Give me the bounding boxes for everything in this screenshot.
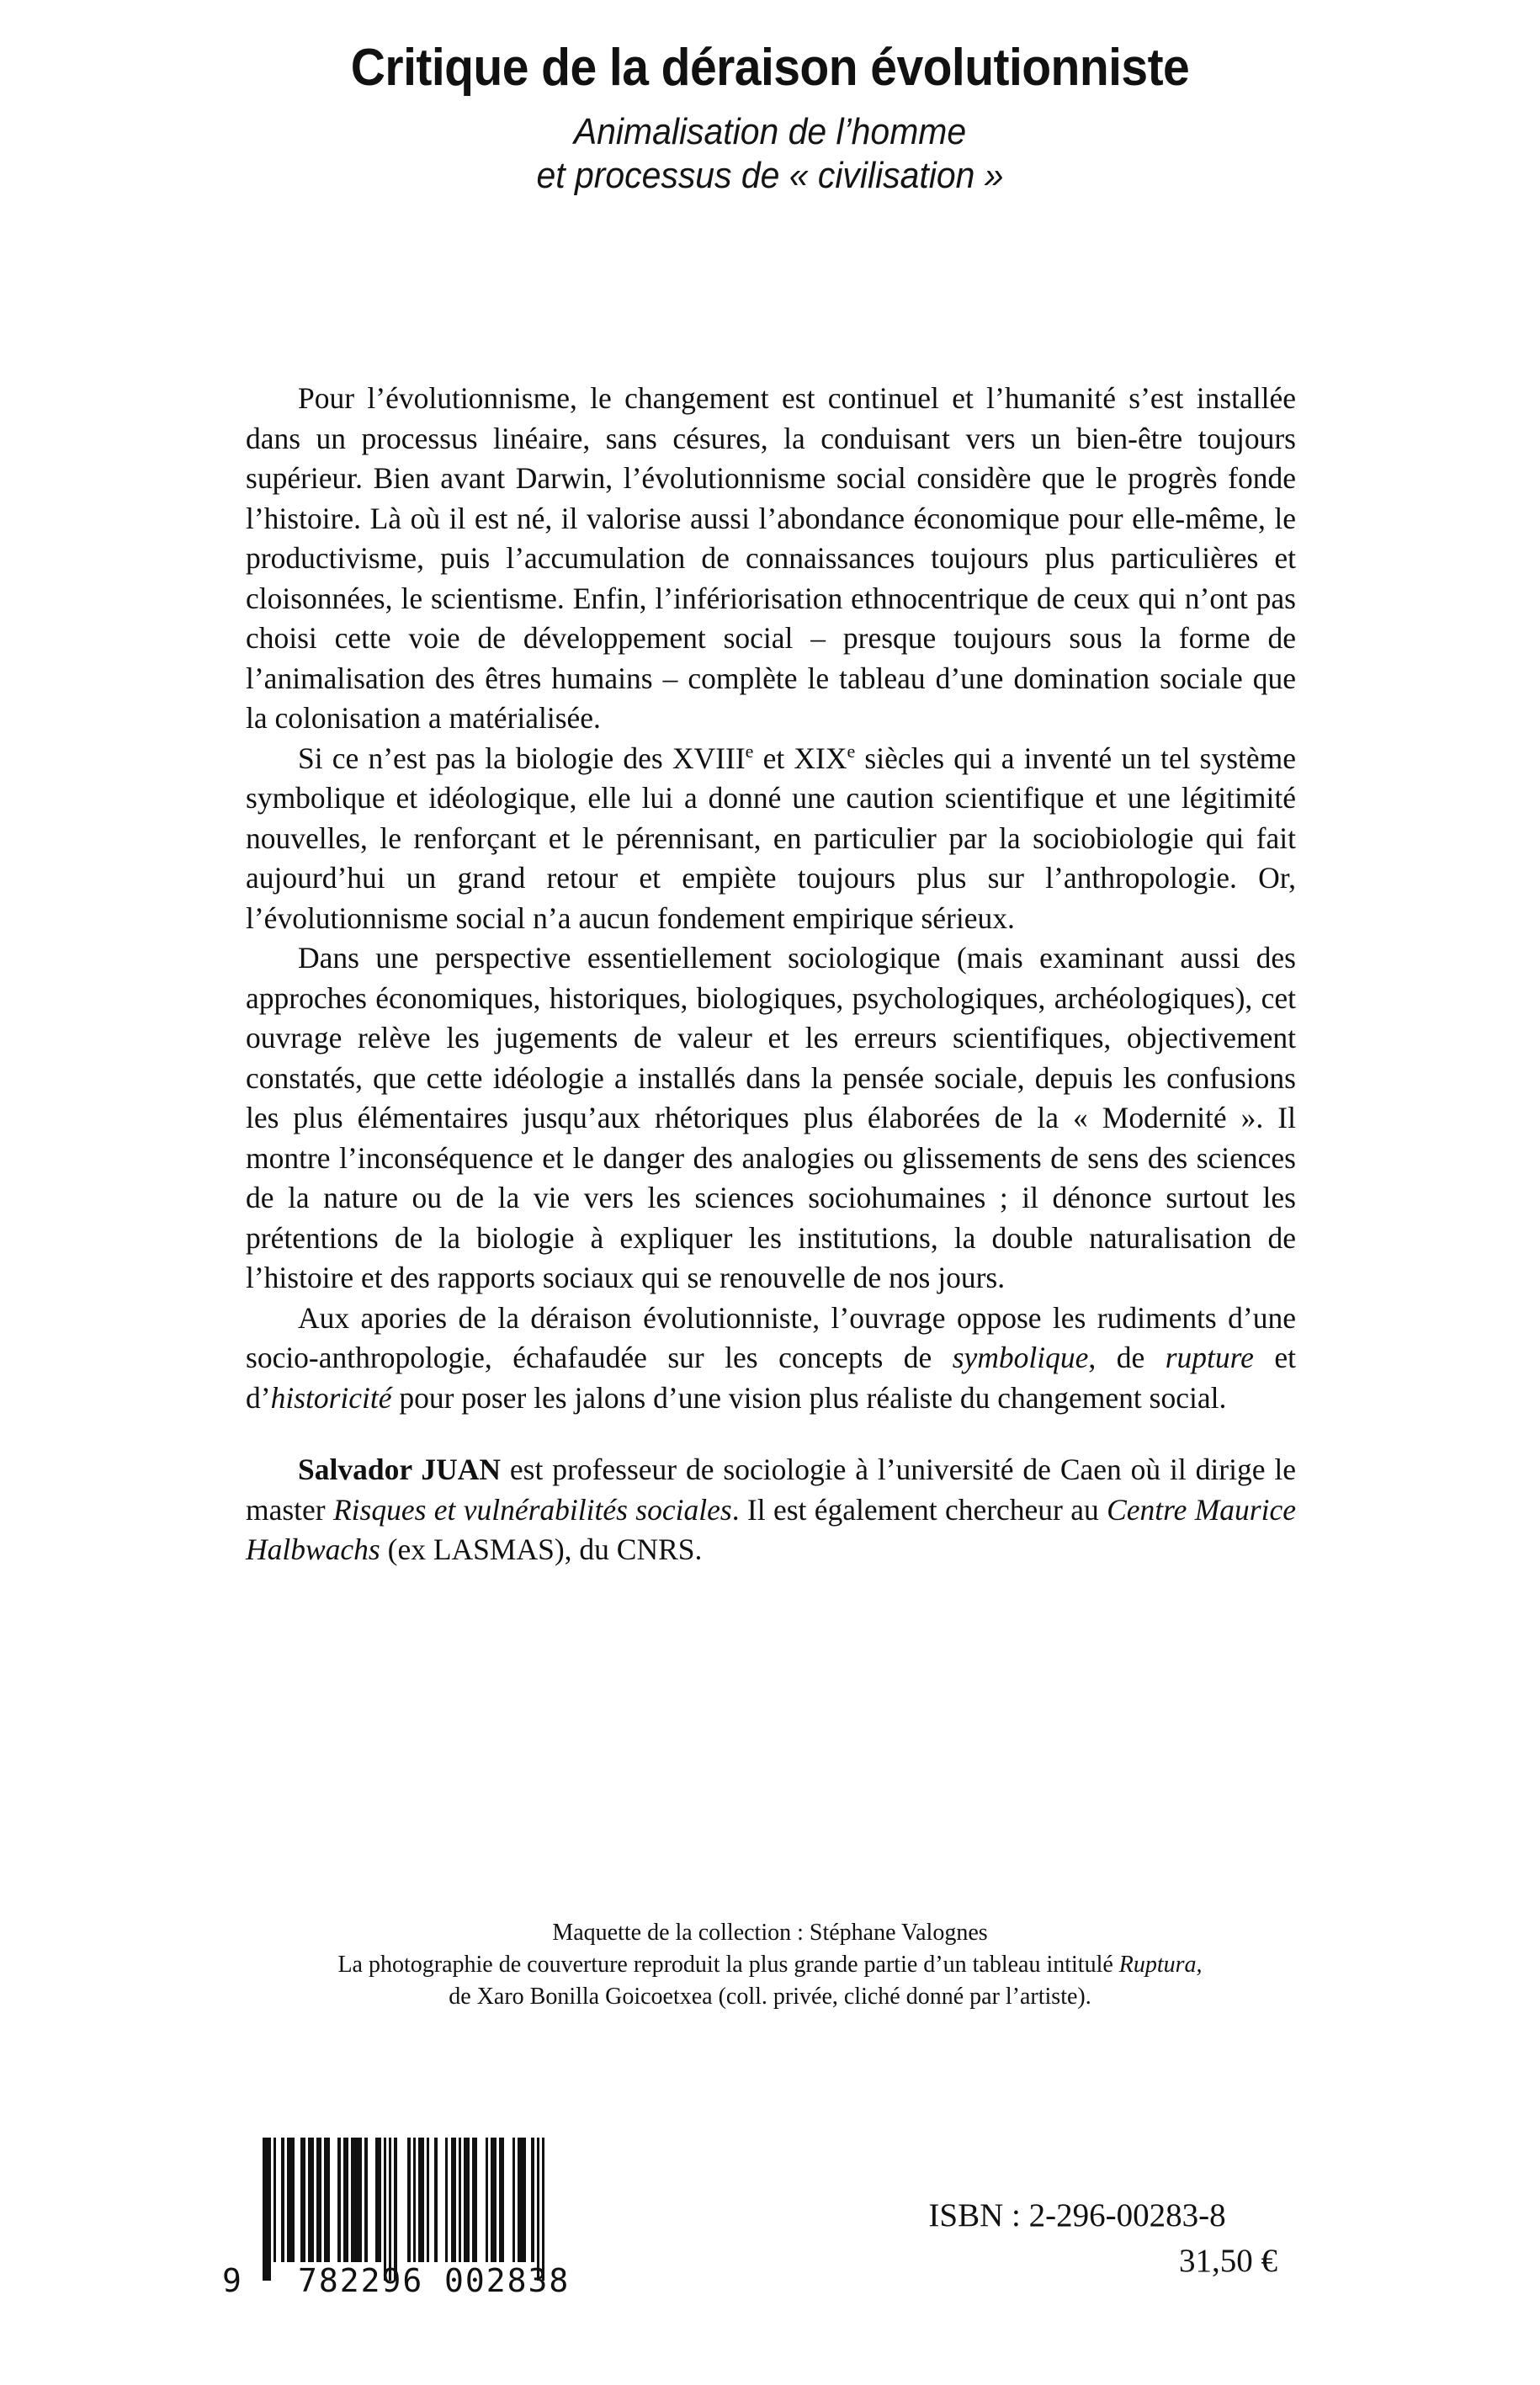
- credit-line-designer: Maquette de la collection : Stéphane Valognes: [552, 1920, 988, 1946]
- author-bio-part-b: . Il est également chercheur au: [731, 1492, 1107, 1527]
- subtitle-line-1: Animalisation de l’homme: [573, 111, 967, 153]
- blurb-text: [246, 379, 1296, 1570]
- author-bio-part-c: (ex LASMAS), du CNRS.: [380, 1532, 703, 1566]
- ordinal-suffix-18e: e: [745, 740, 754, 762]
- bottom-bar: [0, 2129, 1540, 2323]
- isbn-block: [842, 2193, 1313, 2284]
- blurb-paragraph-4-part-b: , de: [1088, 1341, 1166, 1374]
- blurb-paragraph-4-part-a: Aux apories de la déraison évolutionniste, l’ouvrage oppose les rudiments d’une socio-anthropologie, échafaudée sur les concepts de: [246, 1300, 1296, 1374]
- concept-rupture: rupture: [1165, 1341, 1254, 1374]
- author-bio-part-a: est professeur de sociologie à l’université de Caen où il dirige le master: [246, 1453, 1296, 1527]
- research-center-name: Centre Maurice Halbwachs: [246, 1492, 1296, 1566]
- barcode: [220, 2138, 574, 2306]
- barcode-lead-digit: 9: [222, 2262, 243, 2299]
- blurb-paragraph-2-part-b: et XIX: [753, 741, 847, 775]
- barcode-bars: [263, 2138, 544, 2262]
- barcode-left-group: 782296: [298, 2262, 424, 2299]
- price-value: 31,50 €: [1179, 2243, 1277, 2279]
- blurb-paragraph-1-text: Pour l’évolutionnisme, le changement est continuel et l’humanité s’est installée dans un processus linéaire, sans césures, la conduisant vers un bien-être toujours supérieur. Bien avant Darwin, l’évolutionnisme social considère que le progrès fonde l’histoire. Là où il est né, il valorise aussi l’abondance économique pour elle-même, le productivisme, puis l’accumulation de connaissances toujours plus particulières et cloisonnées, le scientisme. Enfin, l’infériorisation ethnocentrique de ceux qui n’ont pas choisi cette voie de développement social – presque toujours sous la forme de l’animalisation des êtres humains – complète le tableau d’une domination sociale que la colonisation a matérialisée.: [246, 381, 1296, 735]
- subtitle-block: [54, 110, 1486, 198]
- master-program-title: Risques et vulnérabilités sociales: [332, 1492, 732, 1527]
- credit-line-artist: de Xaro Bonilla Goicoetxea (coll. privée, cliché donné par l’artiste).: [449, 1984, 1091, 2010]
- concept-historicite: historicité: [270, 1380, 392, 1415]
- blurb-paragraph-4: [246, 1299, 1296, 1419]
- concept-symbolique: symbolique: [952, 1341, 1089, 1374]
- author-bio-paragraph: [246, 1450, 1296, 1570]
- ordinal-suffix-19e: e: [847, 740, 856, 762]
- blurb-paragraph-4-part-d: pour poser les jalons d’une vision plus réaliste du changement social.: [391, 1380, 1227, 1415]
- subtitle-line-2: et processus de « civilisation »: [536, 155, 1004, 196]
- blurb-paragraph-4-part-c: et d’: [246, 1341, 1297, 1415]
- page-title: Critique de la déraison évolutionniste: [350, 39, 1190, 97]
- isbn-value: ISBN : 2-296-00283-8: [928, 2197, 1226, 2234]
- blurb-paragraph-1: [246, 379, 1296, 739]
- blurb-paragraph-3: [246, 938, 1296, 1299]
- author-name: Salvador JUAN: [298, 1453, 502, 1486]
- blurb-paragraph-2: [246, 739, 1296, 939]
- blurb-paragraph-3-text: Dans une perspective essentiellement sociologique (mais examinant aussi des approches économiques, historiques, biologiques, psychologiques, archéologiques), cet ouvrage relève les jugements de valeur et les erreurs scientifiques, objectivement constatés, que cette idéologie a installés dans la pensée sociale, depuis les confusions les plus élémentaires jusqu’aux rhétoriques plus élaborées de la « Modernité ». Il montre l’inconséquence et le danger des analogies ou glissements de sens des sciences de la nature ou de la vie vers les sciences sociohumaines ; il dénonce surtout les prétentions de la biologie à expliquer les institutions, la double naturalisation de l’histoire et des rapports sociaux qui se renouvelle de nos jours.: [246, 941, 1296, 1294]
- blurb-paragraph-2-part-c: siècles qui a inventé un tel système symbolique et idéologique, elle lui a donné une caution scientifique et une légitimité nouvelles, le renforçant et le pérennisant, en particulier par la sociobiologie qui fait aujourd’hui un grand retour et empiète toujours plus sur l’anthropologie. Or, l’évolutionnisme social n’a aucun fondement empirique sérieux.: [246, 741, 1297, 935]
- credits-block: [0, 1917, 1540, 2013]
- blurb-paragraph-2-part-a: Si ce n’est pas la biologie des XVIII: [298, 741, 746, 775]
- barcode-digits: [220, 2262, 574, 2299]
- credit-line-photo-part-a: La photographie de couverture reproduit la plus grande partie d’un tableau intitulé: [337, 1952, 1119, 1978]
- credit-line-photo: [0, 1949, 1540, 1981]
- title-block: [0, 40, 1540, 198]
- barcode-right-group: 002838: [444, 2262, 571, 2299]
- painting-title: Ruptura,: [1118, 1952, 1203, 1978]
